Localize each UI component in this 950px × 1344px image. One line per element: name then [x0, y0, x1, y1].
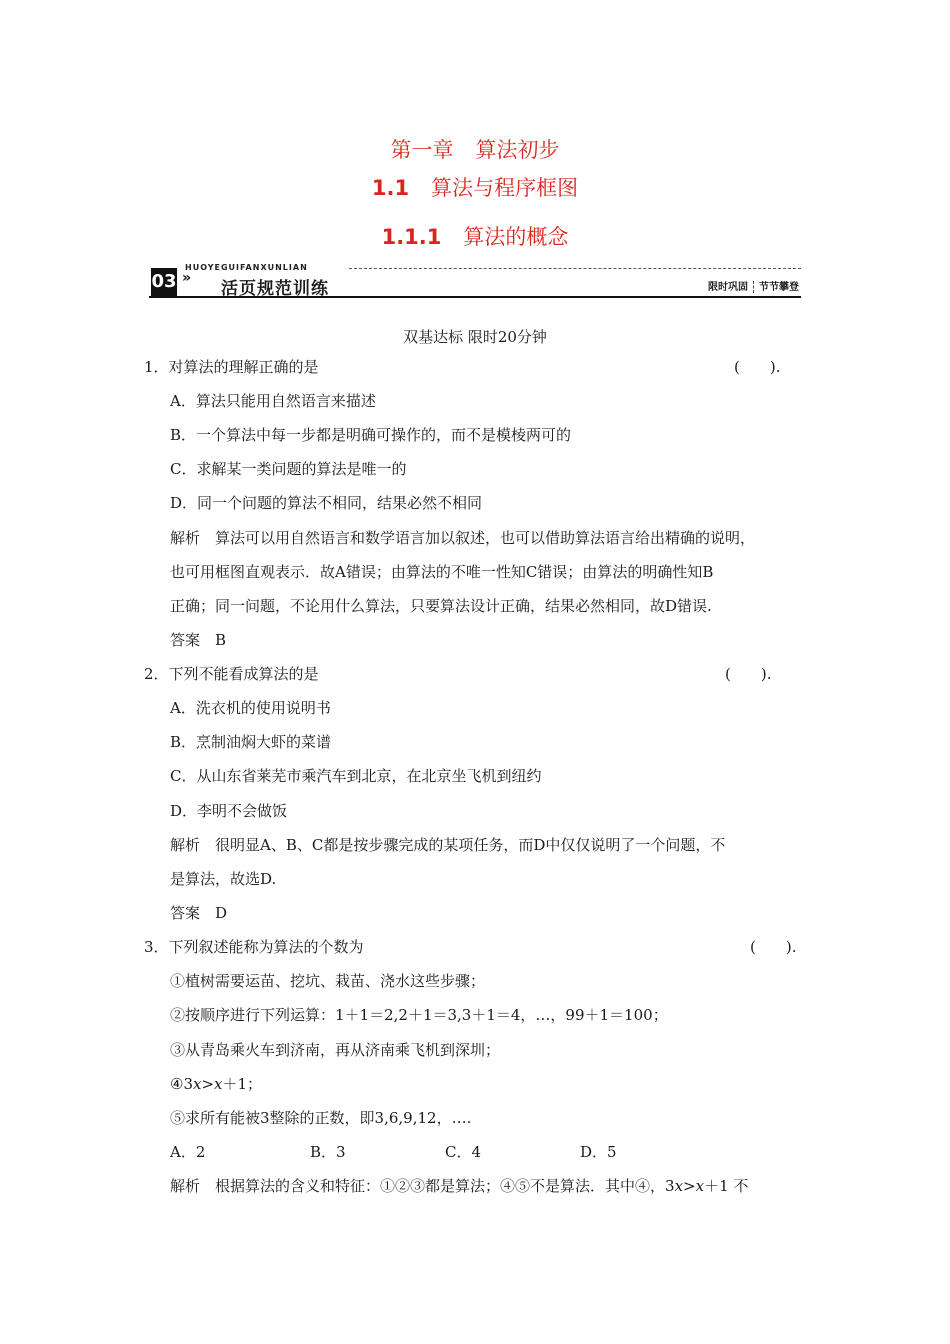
subsection-number: 1.1.1: [381, 225, 442, 249]
banner-dashed-line: [349, 268, 801, 269]
practice-banner: [149, 262, 801, 300]
question-2-analysis-line-2: 是算法，故选D.: [170, 870, 277, 888]
section-title: [0, 172, 950, 202]
banner-right-left: 限时巩固: [708, 282, 748, 293]
question-3-stem: 3．下列叙述能称为算法的个数为: [144, 938, 364, 956]
question-2-option-b: B．烹制油焖大虾的菜谱: [170, 733, 332, 751]
variable-x: x: [193, 1075, 202, 1093]
section-name: 算法与程序框图: [431, 176, 579, 200]
banner-separator: [753, 281, 754, 293]
question-2-option-c: C．从山东省莱芜市乘汽车到北京，在北京坐飞机到纽约: [170, 767, 542, 785]
variable-x: x: [695, 1177, 705, 1195]
question-1-option-a: A．算法只能用自然语言来描述: [170, 392, 376, 410]
question-3-item-3: ③从青岛乘火车到济南，再从济南乘飞机到深圳；: [170, 1041, 501, 1059]
question-3-item-1: ①植树需要运苗、挖坑、栽苗、浇水这些步骤；: [170, 972, 486, 990]
greater-than-sign: >: [683, 1177, 696, 1195]
question-1-option-c: C．求解某一类问题的算法是唯一的: [170, 460, 407, 478]
chapter-title: [0, 134, 950, 164]
question-3-item-2: ②按顺序进行下列运算：1＋1＝2,2＋1＝3,3＋1＝4，…，99＋1＝100；: [170, 1006, 668, 1024]
question-1-analysis-line-2: 也可用框图直观表示．故A错误；由算法的不唯一性知C错误；由算法的明确性知B: [170, 563, 714, 581]
question-3-choice-a: A．2: [170, 1143, 206, 1161]
question-1-stem: 1．对算法的理解正确的是: [144, 358, 319, 376]
chapter-number: 第一章: [390, 138, 454, 162]
question-2-analysis-line-1: 解析 很明显A、B、C都是按步骤完成的某项任务，而D中仅仅说明了一个问题，不: [170, 836, 726, 854]
question-3-choice-d: D．5: [580, 1143, 617, 1161]
item-4-prefix: ④3: [170, 1075, 193, 1093]
question-3-choice-b: B．3: [310, 1143, 346, 1161]
banner-right-right: 节节攀登: [759, 282, 799, 293]
question-3-item-4: [170, 1073, 262, 1094]
question-1-bracket: ( ).: [734, 358, 781, 376]
greater-than-sign: >: [201, 1075, 215, 1093]
item-4-suffix: ＋1；: [222, 1075, 263, 1093]
variable-x: x: [674, 1177, 684, 1195]
question-3-analysis-line-1: [170, 1175, 748, 1196]
subsection-name: 算法的概念: [463, 225, 569, 249]
question-3-item-5: ⑤求所有能被3整除的正数，即3,6,9,12，….: [170, 1109, 472, 1127]
banner-right-text: [708, 278, 799, 293]
banner-number-badge: 03: [151, 268, 177, 296]
analysis-prefix: 解析 根据算法的含义和特征：①②③都是算法；④⑤不是算法．其中④，3: [170, 1177, 675, 1195]
subsection-title: [0, 221, 950, 251]
analysis-suffix: ＋1 不: [704, 1177, 749, 1195]
question-1-answer: 答案 B: [170, 631, 227, 649]
time-limit-subtitle: 双基达标 限时20分钟: [403, 328, 547, 346]
variable-x: x: [214, 1075, 223, 1093]
question-1-analysis-line-1: 解析 算法可以用自然语言和数学语言加以叙述，也可以借助算法语言给出精确的说明，: [170, 529, 756, 547]
banner-pinyin: HUOYEGUIFANXUNLIAN: [185, 263, 308, 272]
question-3-choice-c: C．4: [445, 1143, 482, 1161]
chapter-name: 算法初步: [475, 138, 560, 162]
question-3-bracket: ( ).: [750, 938, 797, 956]
question-2-bracket: ( ).: [725, 665, 772, 683]
banner-label: 活页规范训练: [221, 279, 329, 299]
chevron-right-icon: »: [182, 270, 192, 286]
question-1-option-d: D．同一个问题的算法不相同，结果必然不相同: [170, 494, 483, 512]
question-2-stem: 2．下列不能看成算法的是: [144, 665, 319, 683]
question-2-option-d: D．李明不会做饭: [170, 802, 288, 820]
question-1-option-b: B．一个算法中每一步都是明确可操作的，而不是模棱两可的: [170, 426, 572, 444]
banner-rule: [149, 296, 801, 298]
section-number: 1.1: [371, 176, 410, 200]
question-2-answer: 答案 D: [170, 904, 228, 922]
question-1-analysis-line-3: 正确；同一问题，不论用什么算法，只要算法设计正确，结果必然相同，故D错误.: [170, 597, 712, 615]
question-2-option-a: A．洗衣机的使用说明书: [170, 699, 331, 717]
